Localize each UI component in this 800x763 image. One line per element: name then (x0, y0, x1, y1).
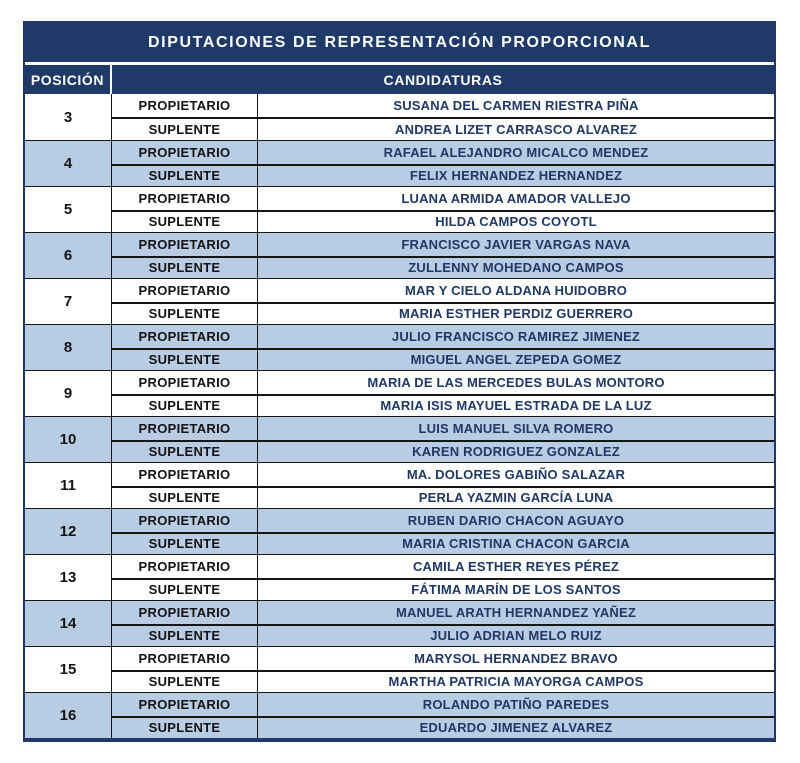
table-body (25, 94, 774, 738)
candidate-name-propietario: MARYSOL HERNANDEZ BRAVO (414, 650, 618, 666)
candidate-name-suplente: MARIA ESTHER PERDIZ GUERRERO (258, 302, 774, 325)
position-group (25, 324, 774, 370)
position-group (25, 370, 774, 416)
role-label-suplente: SUPLENTE (112, 256, 258, 279)
candidate-name-propietario: MANUEL ARATH HERNANDEZ YAÑEZ (395, 604, 637, 620)
candidate-name-suplente: PERLA YAZMIN GARCÍA LUNA (258, 486, 774, 509)
role-label-propietario: PROPIETARIO (112, 141, 258, 164)
position-group (25, 508, 774, 554)
position-number: 6 (25, 233, 112, 278)
column-header-posicion: POSICIÓN (25, 65, 112, 94)
pr-deputies-table (23, 21, 776, 742)
position-group (25, 646, 774, 692)
candidate-name-suplente: JULIO ADRIAN MELO RUIZ (258, 624, 774, 647)
role-label-suplente: SUPLENTE (112, 578, 258, 601)
position-number: 7 (25, 279, 112, 324)
candidate-name-suplente: MARTHA PATRICIA MAYORGA CAMPOS (258, 670, 774, 693)
candidate-name-suplente: ANDREA LIZET CARRASCO ALVAREZ (258, 117, 774, 140)
position-group (25, 554, 774, 600)
position-number: 4 (25, 141, 112, 186)
role-label-propietario: PROPIETARIO (112, 509, 258, 532)
role-label-propietario: PROPIETARIO (112, 187, 258, 210)
candidate-name-propietario: RAFAEL ALEJANDRO MICALCO MENDEZ (383, 144, 649, 160)
role-label-propietario: PROPIETARIO (112, 693, 258, 716)
candidate-name-propietario: FRANCISCO JAVIER VARGAS NAVA (401, 236, 631, 252)
position-group (25, 692, 774, 738)
candidate-name-suplente: HILDA CAMPOS COYOTL (258, 210, 774, 233)
role-label-propietario: PROPIETARIO (112, 555, 258, 578)
role-label-propietario: PROPIETARIO (112, 417, 258, 440)
position-number: 12 (25, 509, 112, 554)
candidate-name-suplente: FÁTIMA MARÍN DE LOS SANTOS (258, 578, 774, 601)
position-number: 15 (25, 647, 112, 692)
candidate-name-propietario: RUBEN DARIO CHACON AGUAYO (407, 512, 625, 528)
candidate-name-propietario: JULIO FRANCISCO RAMIREZ JIMENEZ (391, 328, 641, 344)
position-number: 3 (25, 94, 112, 140)
role-label-propietario: PROPIETARIO (112, 233, 258, 256)
position-number: 16 (25, 693, 112, 738)
position-number: 10 (25, 417, 112, 462)
role-label-propietario: PROPIETARIO (112, 601, 258, 624)
candidate-name-propietario: SUSANA DEL CARMEN RIESTRA PIÑA (393, 98, 639, 113)
role-label-propietario: PROPIETARIO (112, 279, 258, 302)
position-number: 13 (25, 555, 112, 600)
candidate-name-suplente: ZULLENNY MOHEDANO CAMPOS (258, 256, 774, 279)
candidate-name-propietario: LUANA ARMIDA AMADOR VALLEJO (401, 190, 631, 206)
candidate-name-propietario: CAMILA ESTHER REYES PÉREZ (412, 558, 620, 574)
role-label-propietario: PROPIETARIO (112, 647, 258, 670)
position-number: 8 (25, 325, 112, 370)
position-number: 9 (25, 371, 112, 416)
candidate-name-suplente: MIGUEL ANGEL ZEPEDA GOMEZ (258, 348, 774, 371)
role-label-suplente: SUPLENTE (112, 164, 258, 187)
role-label-suplente: SUPLENTE (112, 624, 258, 647)
position-group (25, 278, 774, 324)
role-label-suplente: SUPLENTE (112, 716, 258, 739)
candidate-name-propietario: ROLANDO PATIÑO PAREDES (422, 696, 610, 712)
role-label-suplente: SUPLENTE (112, 486, 258, 509)
position-group (25, 462, 774, 508)
position-group (25, 186, 774, 232)
candidate-name-propietario: LUIS MANUEL SILVA ROMERO (418, 420, 614, 436)
position-group (25, 600, 774, 646)
candidate-name-suplente: FELIX HERNANDEZ HERNANDEZ (258, 164, 774, 187)
position-group (25, 232, 774, 278)
position-group (25, 416, 774, 462)
role-label-suplente: SUPLENTE (112, 117, 258, 140)
role-label-propietario: PROPIETARIO (112, 463, 258, 486)
role-label-suplente: SUPLENTE (112, 210, 258, 233)
role-label-suplente: SUPLENTE (112, 348, 258, 371)
table-title: DIPUTACIONES DE REPRESENTACIÓN PROPORCIONAL (25, 23, 774, 65)
role-label-suplente: SUPLENTE (112, 394, 258, 417)
position-number: 11 (25, 463, 112, 508)
position-number: 14 (25, 601, 112, 646)
candidate-name-propietario: MARIA DE LAS MERCEDES BULAS MONTORO (367, 374, 665, 390)
table-header (25, 65, 774, 94)
role-label-propietario: PROPIETARIO (112, 325, 258, 348)
candidate-name-suplente: MARIA ISIS MAYUEL ESTRADA DE LA LUZ (258, 394, 774, 417)
candidate-name-suplente: KAREN RODRIGUEZ GONZALEZ (258, 440, 774, 463)
role-label-suplente: SUPLENTE (112, 532, 258, 555)
position-number: 5 (25, 187, 112, 232)
role-label-suplente: SUPLENTE (112, 302, 258, 325)
candidate-name-suplente: EDUARDO JIMENEZ ALVAREZ (258, 716, 774, 739)
role-label-suplente: SUPLENTE (112, 670, 258, 693)
role-label-suplente: SUPLENTE (112, 440, 258, 463)
position-group (25, 94, 774, 140)
candidate-name-propietario: MA. DOLORES GABIÑO SALAZAR (406, 466, 626, 482)
candidate-name-suplente: MARIA CRISTINA CHACON GARCIA (258, 532, 774, 555)
position-group (25, 140, 774, 186)
role-label-propietario: PROPIETARIO (112, 371, 258, 394)
role-label-propietario: PROPIETARIO (112, 94, 258, 117)
column-header-candidaturas: CANDIDATURAS (383, 71, 503, 88)
candidate-name-propietario: MAR Y CIELO ALDANA HUIDOBRO (404, 282, 628, 298)
